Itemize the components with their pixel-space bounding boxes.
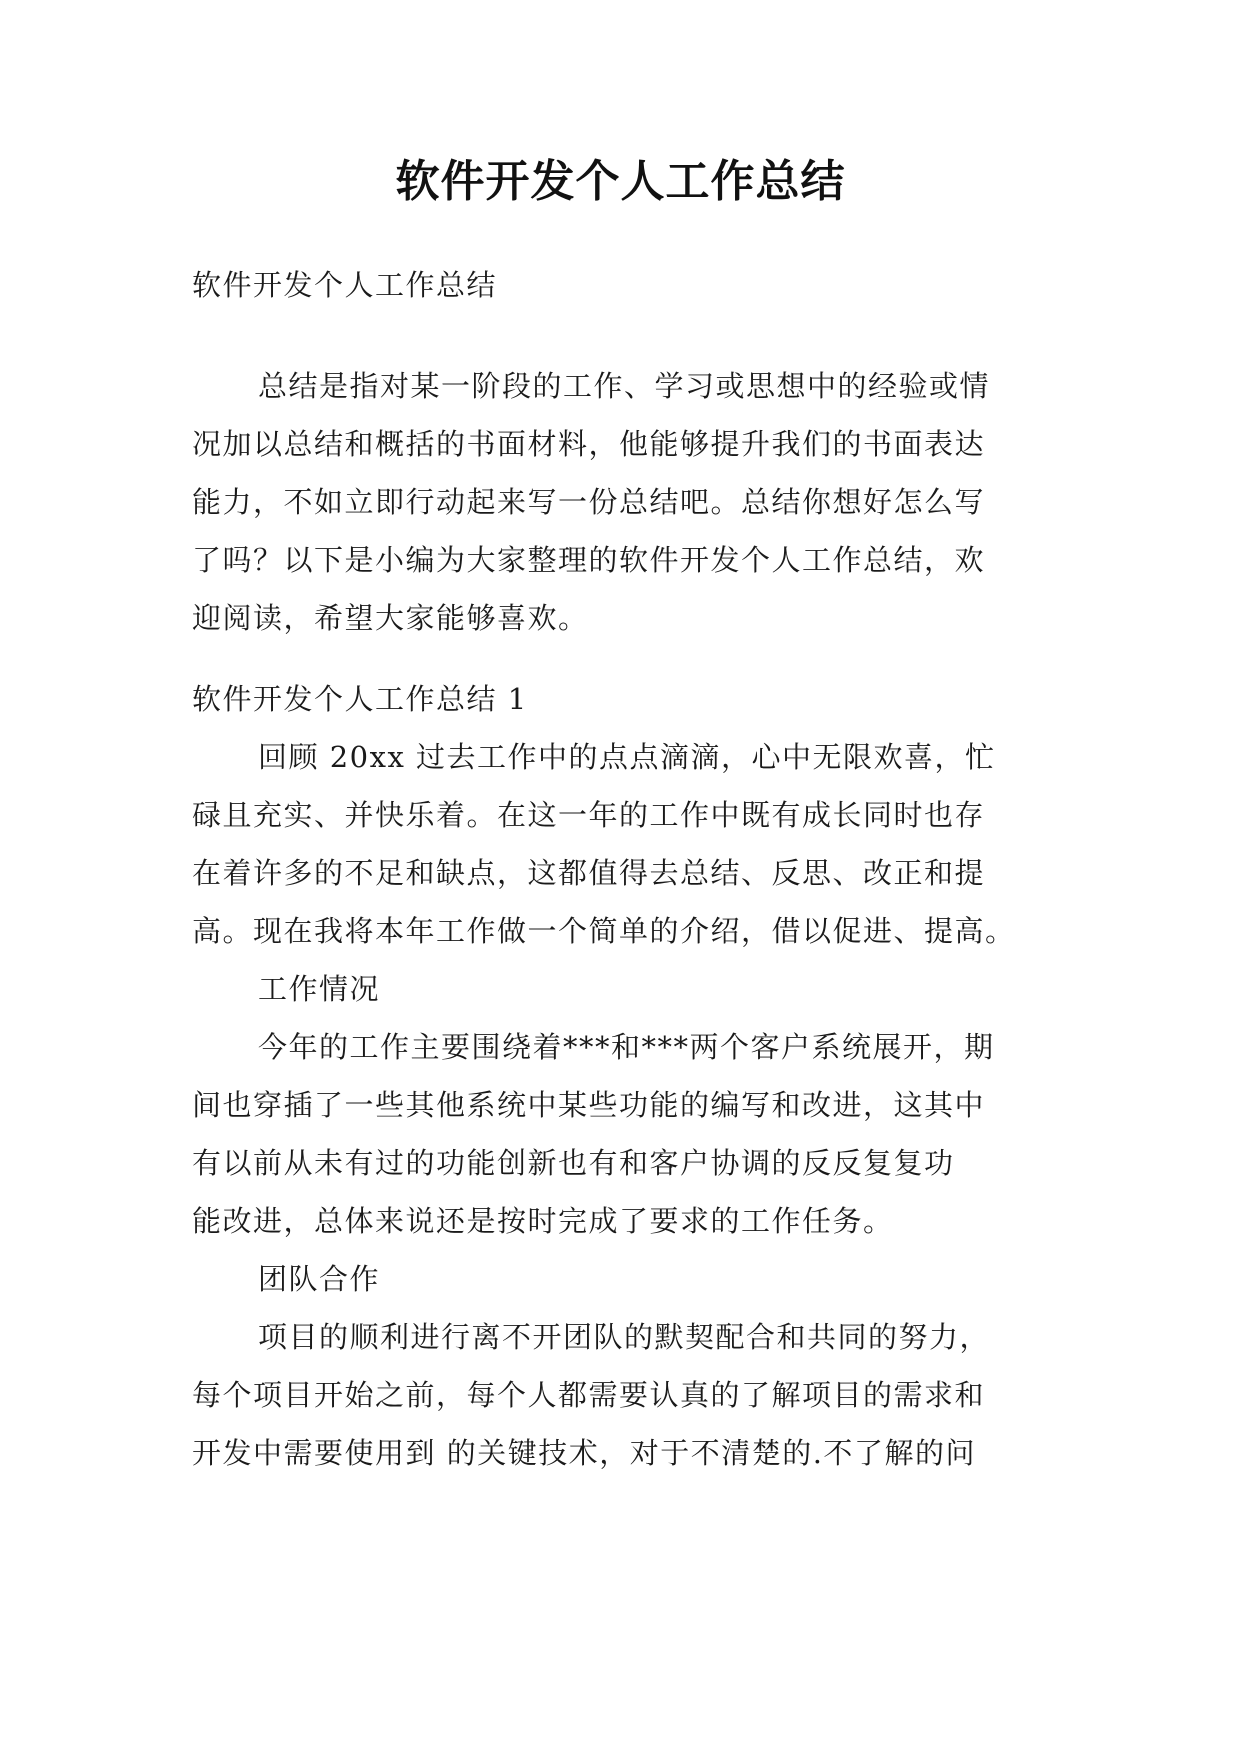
section-1-line: 在着许多的不足和缺点，这都值得去总结、反思、改正和提 bbox=[192, 856, 986, 890]
intro-line: 了吗？以下是小编为大家整理的软件开发个人工作总结，欢 bbox=[192, 543, 986, 577]
document-title: 软件开发个人工作总结 bbox=[395, 156, 846, 207]
intro-line: 总结是指对某一阶段的工作、学习或思想中的经验或情 bbox=[258, 369, 991, 403]
section-1-line: 高。现在我将本年工作做一个简单的介绍，借以促进、提高。 bbox=[192, 914, 1016, 948]
intro-line: 迎阅读，希望大家能够喜欢。 bbox=[192, 601, 589, 635]
team-heading: 团队合作 bbox=[258, 1262, 381, 1296]
subtitle-line: 软件开发个人工作总结 bbox=[192, 268, 498, 302]
section-1 bbox=[192, 670, 1052, 1482]
work-line: 能改进，总体来说还是按时完成了要求的工作任务。 bbox=[192, 1204, 894, 1238]
work-heading: 工作情况 bbox=[258, 972, 381, 1006]
team-line: 开发中需要使用到 的关键技术，对于不清楚的.不了解的问 bbox=[192, 1436, 976, 1470]
team-line: 每个项目开始之前，每个人都需要认真的了解项目的需求和 bbox=[192, 1378, 986, 1412]
section-1-line: 碌且充实、并快乐着。在这一年的工作中既有成长同时也存 bbox=[192, 798, 986, 832]
section-1-heading: 软件开发个人工作总结 1 bbox=[192, 682, 528, 716]
intro-line: 况加以总结和概括的书面材料，他能够提升我们的书面表达 bbox=[192, 427, 986, 461]
work-line: 间也穿插了一些其他系统中某些功能的编写和改进，这其中 bbox=[192, 1088, 986, 1122]
work-line: 有以前从未有过的功能创新也有和客户协调的反反复复功 bbox=[192, 1146, 955, 1180]
intro-paragraph bbox=[192, 357, 1052, 647]
work-line: 今年的工作主要围绕着***和***两个客户系统展开，期 bbox=[258, 1030, 995, 1064]
team-line: 项目的顺利进行离不开团队的默契配合和共同的努力， bbox=[258, 1320, 991, 1354]
document-subtitle bbox=[192, 256, 1052, 314]
section-1-line: 回顾 20xx 过去工作中的点点滴滴，心中无限欢喜，忙 bbox=[258, 740, 996, 774]
intro-line: 能力，不如立即行动起来写一份总结吧。总结你想好怎么写 bbox=[192, 485, 986, 519]
